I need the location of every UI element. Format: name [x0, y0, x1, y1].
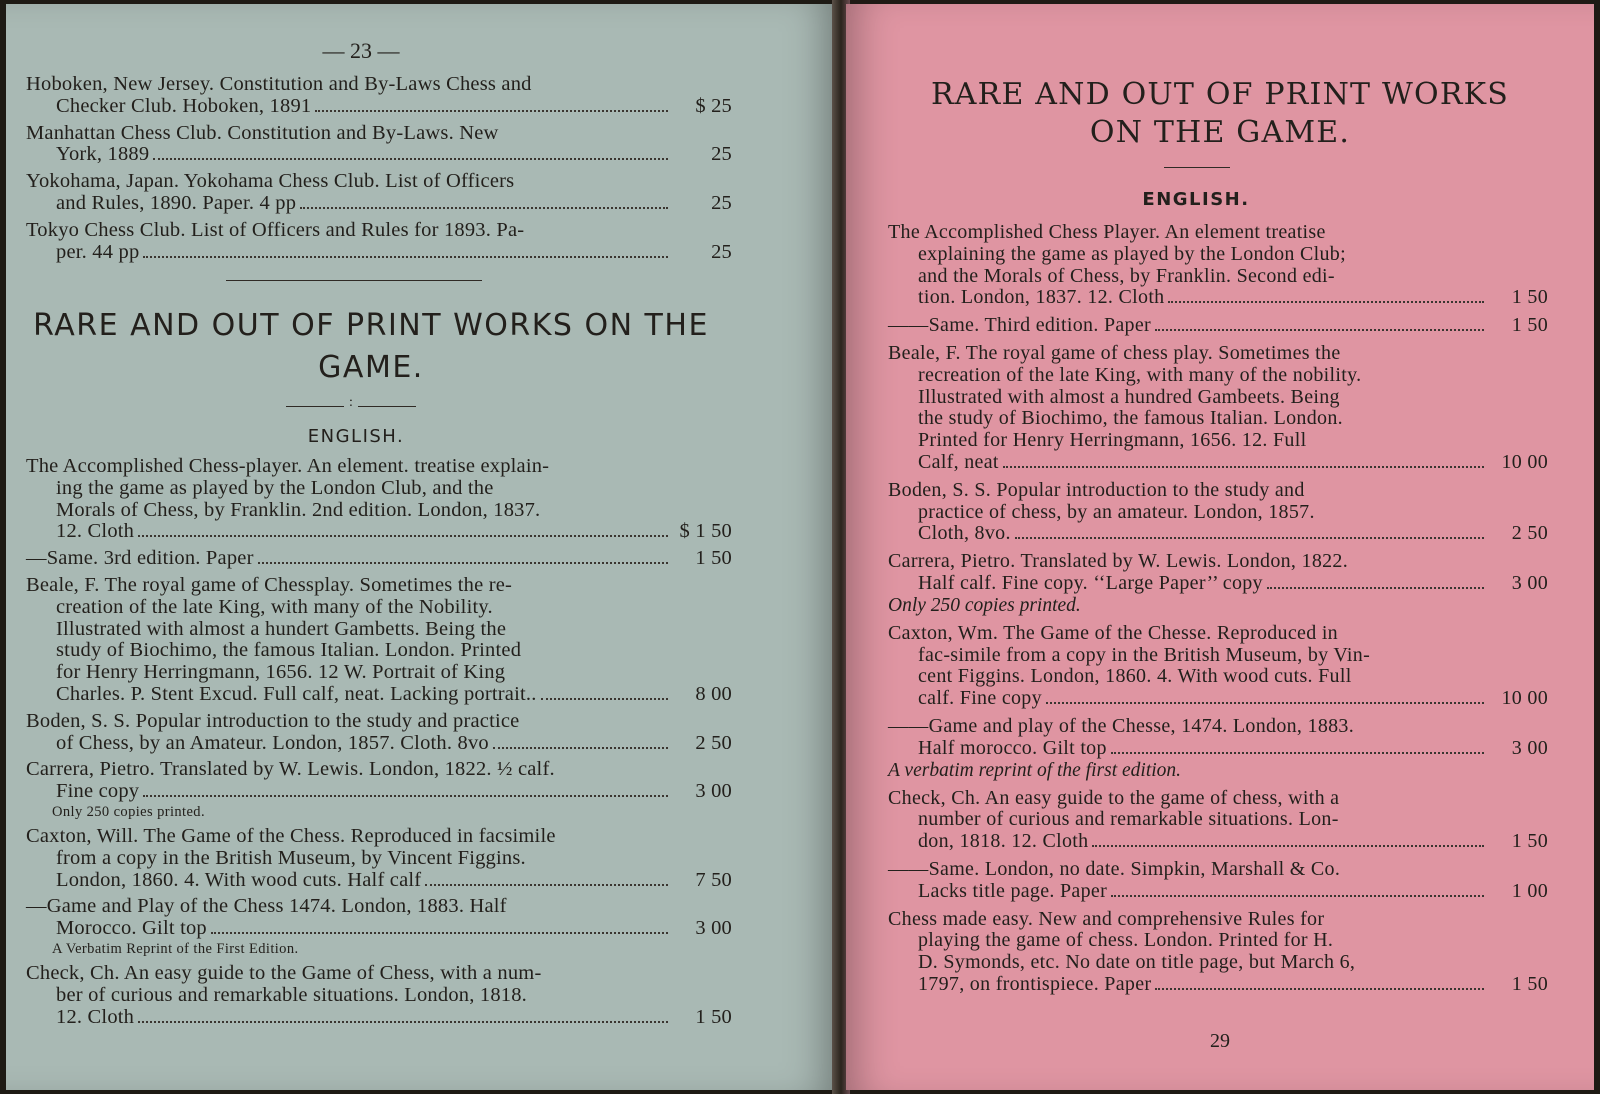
entry-price: 7 50: [695, 868, 732, 891]
entry-text: Carrera, Pietro. Translated by W. Lewis. London, 1822.: [888, 550, 1349, 573]
entry-price: 25: [711, 240, 732, 263]
left-book-entries-list: [26, 456, 732, 1033]
entry-line: [26, 759, 732, 781]
entry-price: 3 00: [1511, 736, 1548, 759]
dot-leader: [1155, 988, 1484, 990]
entry-text: explaining the game as played by the London Club;: [918, 242, 1346, 265]
right-book-entries-list: [888, 222, 1548, 1002]
entry-price: 3 00: [695, 917, 732, 940]
dot-leader: [1155, 329, 1484, 331]
entry-line: [26, 220, 732, 242]
entry-line: [888, 930, 1548, 952]
entry-text: The Accomplished Chess Player. An element treatise: [888, 221, 1326, 243]
entry-line: [888, 523, 1548, 545]
entry-line: [888, 343, 1548, 365]
entry-text: York, 1889: [56, 143, 150, 166]
entry-text: Carrera, Pietro. Translated by W. Lewis. London, 1822. ½ calf.: [26, 758, 555, 781]
entry-price: 1 50: [1511, 972, 1548, 995]
left-heading-line2: GAME.: [318, 350, 424, 385]
dot-leader: [211, 932, 668, 934]
left-page-number: — 23 —: [322, 38, 400, 63]
entry-note: Only 250 copies printed.: [888, 594, 1081, 616]
entry-price: $ 1 50: [679, 520, 732, 543]
section-divider: [226, 280, 482, 281]
entry-line: [888, 287, 1548, 309]
dot-leader: [1046, 702, 1484, 704]
entry-text: creation of the late King, with many of the Nobility.: [56, 595, 493, 618]
entry-text: ——Same. London, no date. Simpkin, Marshall & Co.: [888, 857, 1341, 880]
entry-line: [888, 387, 1548, 409]
entry-line: [888, 623, 1548, 645]
entry-text: Printed for Henry Herringmann, 1656. 12. Full: [918, 429, 1307, 452]
entry-line: [26, 963, 732, 985]
entry-line: [888, 551, 1548, 573]
entry-text: ber of curious and remarkable situations. London, 1818.: [56, 983, 527, 1006]
entry-line: [26, 123, 732, 145]
entry-text: Manhattan Chess Club. Constitution and By-Laws. New: [26, 121, 499, 144]
catalog-entry: [888, 551, 1548, 617]
entry-text: Tokyo Chess Club. List of Officers and Rules for 1893. Pa-: [26, 218, 525, 241]
dot-leader: [1111, 895, 1484, 897]
catalog-entry: [26, 759, 732, 821]
dot-leader: [1015, 537, 1484, 539]
entry-price: 10 00: [1501, 450, 1548, 473]
entry-line: [26, 619, 732, 641]
left-page: [6, 4, 836, 1090]
entry-line: [888, 645, 1548, 667]
entry-text: Yokohama, Japan. Yokohama Chess Club. List of Officers: [26, 170, 515, 193]
entry-text: —Game and Play of the Chess 1474. London, 1883. Half: [26, 895, 507, 918]
entry-price: 1 50: [695, 547, 732, 570]
entry-text: Fine copy: [56, 780, 140, 803]
entry-line: [888, 809, 1548, 831]
entry-price: 1 50: [1511, 830, 1548, 853]
entry-text: study of Biochimo, the famous Italian. London. Printed: [56, 639, 522, 662]
entry-text: 12. Cloth: [56, 520, 135, 543]
entry-line: [888, 266, 1548, 288]
entry-text: 12. Cloth: [56, 1005, 135, 1028]
catalog-entry: [26, 74, 732, 118]
entry-text: don, 1818. 12. Cloth: [918, 830, 1089, 853]
right-heading-line2: ON THE GAME.: [1089, 115, 1351, 150]
entry-price: 2 50: [695, 731, 732, 754]
entry-price: 1 50: [1511, 314, 1548, 337]
entry-text: Half calf. Fine copy. ‘‘Large Paper’’ copy: [918, 571, 1263, 594]
entry-text: Calf, neat: [918, 450, 999, 473]
entry-price: 3 00: [1511, 571, 1548, 594]
catalog-entry: [26, 963, 732, 1028]
catalog-entry: [888, 788, 1548, 853]
entry-text: Caxton, Wm. The Game of the Chesse. Reproduced in: [888, 621, 1338, 644]
dot-leader: [315, 110, 668, 112]
entry-line: [888, 480, 1548, 502]
entry-line: [26, 662, 732, 684]
entry-text: ——Game and play of the Chesse, 1474. London, 1883.: [888, 714, 1355, 737]
entry-line: [888, 452, 1548, 474]
entry-line: [888, 666, 1548, 688]
entry-text: Hoboken, New Jersey. Constitution and By-Laws Chess and: [26, 73, 532, 95]
entry-line: [26, 548, 732, 570]
entry-text: and Rules, 1890. Paper. 4 pp: [56, 191, 297, 214]
catalog-entry: [26, 711, 732, 755]
entry-line: [26, 870, 732, 892]
entry-line: [26, 896, 732, 918]
entry-text: of Chess, by an Amateur. London, 1857. Cloth. 8vo: [56, 731, 489, 754]
catalog-entry: [888, 480, 1548, 545]
entry-line: [888, 738, 1548, 760]
catalog-entry: [26, 826, 732, 891]
entry-line: [26, 1007, 732, 1029]
entry-price: 3 00: [695, 780, 732, 803]
dot-leader: [1092, 845, 1484, 847]
heading-short-rule: [1164, 167, 1230, 168]
catalog-entry: [888, 859, 1548, 903]
catalog-entry: [888, 222, 1548, 309]
entry-line: [26, 640, 732, 662]
catalog-entry: [26, 456, 732, 543]
catalog-entry: [888, 716, 1548, 782]
catalog-entry: [888, 315, 1548, 337]
entry-line: [888, 716, 1548, 738]
right-page-number: 29: [1210, 1030, 1230, 1052]
entry-line: [26, 985, 732, 1007]
dot-leader: [153, 158, 668, 160]
entry-line: [26, 96, 732, 118]
entry-text: Illustrated with almost a hundred Gambeets. Being: [918, 385, 1340, 408]
entry-line: [888, 244, 1548, 266]
entry-text: ing the game as played by the London Club, and the: [56, 476, 494, 499]
entry-line: [26, 144, 732, 166]
entry-line: [26, 826, 732, 848]
dot-leader: [493, 747, 668, 749]
entry-line: [26, 193, 732, 215]
entry-line: [26, 478, 732, 500]
entry-price: 8 00: [695, 682, 732, 705]
entry-text: Morals of Chess, by Franklin. 2nd edition. London, 1837.: [56, 498, 541, 521]
right-subheading: ENGLISH.: [1142, 189, 1250, 210]
left-subheading: ENGLISH.: [307, 426, 405, 447]
entry-text: practice of chess, by an amateur. London, 1857.: [918, 500, 1315, 523]
right-page: [846, 4, 1594, 1090]
entry-text: Charles. P. Stent Excud. Full calf, neat. Lacking portrait..: [56, 682, 537, 705]
entry-price: 25: [711, 191, 732, 214]
entry-line: [26, 597, 732, 619]
catalog-entry: [26, 171, 732, 215]
entry-line: [26, 575, 732, 597]
catalog-entry: [26, 123, 732, 167]
entry-note: A Verbatim Reprint of the First Edition.: [52, 940, 299, 957]
entry-text: 1797, on frontispiece. Paper: [918, 972, 1152, 995]
catalog-entry: [888, 909, 1548, 996]
dot-leader: [258, 562, 668, 564]
entry-text: for Henry Herringmann, 1656. 12 W. Portrait of King: [56, 661, 506, 684]
entry-line: [26, 684, 732, 706]
entry-line: [888, 573, 1548, 595]
entry-text: tion. London, 1837. 12. Cloth: [918, 286, 1165, 309]
ornament-rule: :: [286, 401, 416, 413]
entry-text: calf. Fine copy: [918, 687, 1042, 710]
entry-price: 25: [711, 143, 732, 166]
dot-leader: [300, 207, 668, 209]
entry-text: per. 44 pp: [56, 240, 140, 263]
entry-line: [888, 408, 1548, 430]
entry-text: Caxton, Will. The Game of the Chess. Reproduced in facsimile: [26, 824, 556, 847]
entry-line: [888, 974, 1548, 996]
entry-line: [26, 242, 732, 264]
entry-note: Only 250 copies printed.: [52, 803, 205, 820]
entry-line: [26, 74, 732, 96]
entry-text: Boden, S. S. Popular introduction to the study and practice: [26, 709, 520, 732]
entry-line: [26, 500, 732, 522]
entry-price: $ 25: [695, 94, 732, 117]
entry-price: 10 00: [1501, 687, 1548, 710]
entry-text: recreation of the late King, with many of the nobility.: [918, 363, 1362, 386]
entry-line: [26, 733, 732, 755]
entry-text: Beale, F. The royal game of Chessplay. Sometimes the re-: [26, 573, 513, 596]
entry-line: [888, 430, 1548, 452]
entry-text: London, 1860. 4. With wood cuts. Half calf: [56, 868, 422, 891]
entry-text: number of curious and remarkable situations. Lon-: [918, 808, 1339, 831]
entry-line: [888, 315, 1548, 337]
entry-line: [888, 365, 1548, 387]
entry-line: [888, 502, 1548, 524]
entry-text: from a copy in the British Museum, by Vincent Figgins.: [56, 846, 526, 869]
entry-text: D. Symonds, etc. No date on title page, but March 6,: [918, 951, 1356, 974]
entry-text: Checker Club. Hoboken, 1891: [56, 94, 312, 117]
entry-price: 1 50: [695, 1005, 732, 1028]
dot-leader: [138, 1021, 668, 1023]
club-entries-list: [26, 74, 732, 268]
entry-text: Check, Ch. An easy guide to the game of chess, with a: [888, 786, 1340, 809]
entry-price: 1 00: [1511, 879, 1548, 902]
entry-text: Lacks title page. Paper: [918, 879, 1108, 902]
catalog-entry: [26, 896, 732, 958]
entry-line: [888, 881, 1548, 903]
entry-line: [26, 711, 732, 733]
entry-text: Half morocco. Gilt top: [918, 736, 1107, 759]
entry-line: [888, 909, 1548, 931]
entry-line: [888, 831, 1548, 853]
entry-line: [26, 456, 732, 478]
entry-text: The Accomplished Chess-player. An element. treatise explain-: [26, 455, 550, 477]
entry-text: Chess made easy. New and comprehensive Rules for: [888, 907, 1325, 930]
entry-line: [26, 521, 732, 543]
dot-leader: [1003, 466, 1484, 468]
entry-line: [26, 918, 732, 940]
dot-leader: [541, 698, 668, 700]
catalog-entry: [26, 575, 732, 706]
left-heading-line1: RARE AND OUT OF PRINT WORKS ON THE: [33, 308, 709, 343]
catalog-entry: [888, 343, 1548, 474]
entry-text: Boden, S. S. Popular introduction to the study and: [888, 478, 1305, 501]
entry-text: the study of Biochimo, the famous Italian. London.: [918, 407, 1343, 430]
entry-line: [26, 848, 732, 870]
entry-text: Beale, F. The royal game of chess play. Sometimes the: [888, 341, 1341, 364]
catalog-entry: [26, 220, 732, 264]
entry-line: [888, 788, 1548, 810]
catalog-entry: [26, 548, 732, 570]
entry-text: ——Same. Third edition. Paper: [888, 314, 1151, 337]
entry-price: 2 50: [1511, 522, 1548, 545]
dot-leader: [1267, 587, 1484, 589]
dot-leader: [425, 884, 668, 886]
dot-leader: [1111, 752, 1484, 754]
entry-line: [888, 859, 1548, 881]
entry-line: [888, 222, 1548, 244]
catalog-entry: [888, 623, 1548, 710]
dot-leader: [143, 256, 668, 258]
entry-text: —Same. 3rd edition. Paper: [26, 547, 254, 570]
entry-line: [26, 781, 732, 803]
right-heading-line1: RARE AND OUT OF PRINT WORKS: [931, 77, 1509, 112]
entry-text: Check, Ch. An easy guide to the Game of Chess, with a num-: [26, 961, 542, 984]
entry-text: Illustrated with almost a hundert Gambetts. Being the: [56, 617, 507, 640]
entry-text: Morocco. Gilt top: [56, 917, 207, 940]
entry-text: cent Figgins. London, 1860. 4. With wood cuts. Full: [918, 665, 1352, 688]
entry-line: [888, 952, 1548, 974]
entry-price: 1 50: [1511, 286, 1548, 309]
entry-text: Cloth, 8vo.: [918, 522, 1011, 545]
entry-text: and the Morals of Chess, by Franklin. Second edi-: [918, 264, 1335, 287]
dot-leader: [143, 795, 668, 797]
entry-note: A verbatim reprint of the first edition.: [888, 759, 1182, 781]
dot-leader: [138, 535, 668, 537]
entry-text: fac-simile from a copy in the British Museum, by Vin-: [918, 643, 1371, 666]
entry-line: [26, 171, 732, 193]
dot-leader: [1168, 301, 1484, 303]
entry-line: [888, 688, 1548, 710]
entry-text: playing the game of chess. London. Printed for H.: [918, 929, 1334, 952]
